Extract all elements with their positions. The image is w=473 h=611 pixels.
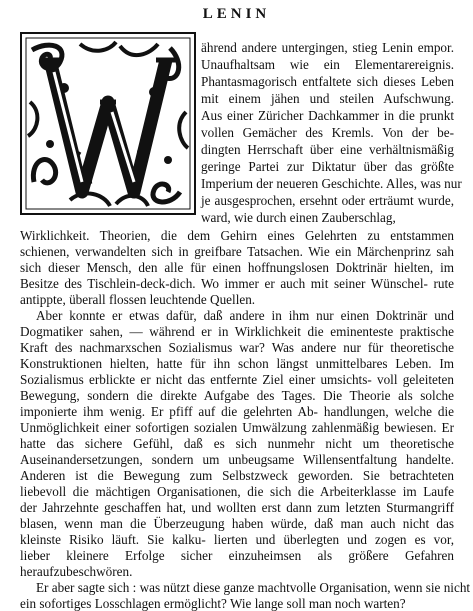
text-line: hatte das sichere Gefühl, daß es sich nunmehr nicht um theoretische (20, 436, 454, 451)
text-line: Unmöglichkeit einer sofortigen sozialen Umwälzung zahlenmäßig bewiesen. Er (20, 420, 454, 435)
text-line: Auseinandersetzungen, sondern um unbeugsame Willensentfaltung handelte. (20, 452, 454, 467)
text-line: je ausgesprochen, ersehnt oder erträumt wurde, (201, 193, 454, 208)
text-line: Besitze des Tischlein-deck-dich. Wo immer er auch mit seiner Wünschel- rute (20, 276, 454, 291)
text-line: Imperium der neueren Geschichte. Alles, was nur (201, 176, 462, 191)
text-line: Aus einer Züricher Dachkammer in die prunkt (201, 108, 454, 123)
text-line: vollen Gemächer des Kremls. Von der be- (201, 125, 454, 140)
text-line: Phantasmagorisch entfaltete sich dieses Leben (201, 74, 454, 89)
text-line: Anderen ist die Bewegung zum Selbstzweck geworden. Sie betrachteten (20, 468, 454, 483)
text-line: kleinste Risiko läuft. Sie kalku- lierten und überlegten und zogen es vor, (20, 532, 454, 547)
chapter-title: LENIN (202, 6, 271, 22)
text-line: Kraft des nachmarxschen Sozialismus war? Was andere nur für theoretische (20, 340, 454, 355)
text-line: geringe Partei zur Diktatur über das größte (201, 159, 454, 174)
text-line: liebevoll die mächtigen Organisationen, die sich die Arbeiterklasse im Laufe (20, 484, 454, 499)
paragraph-first-line: Aber konnte er etwas dafür, daß andere in ihm nur einen Doktrinär und (36, 308, 454, 323)
text-line: Wirklichkeit. Theorien, die dem Gehirn eines Gelehrten zu entstammen (20, 228, 454, 243)
text-line: blasen, wenn man die Überzeugung haben würde, daß man auch nicht das (20, 516, 454, 531)
text-line: antippte, überall flossen leuchtende Quellen. (20, 292, 256, 307)
text-line: der Jahrzehnte geschaffen hat, und wollten erst dann zum letzten Sturmangriff (20, 500, 454, 515)
paragraph-first-line: Er aber sagte sich : was nützt diese ganze machtvolle Organisation, wenn sie nicht (36, 580, 471, 595)
text-line: Bewegung, sondern die direkte Aufgabe des Tages. Die Theorie als solche (20, 388, 454, 403)
text-line: Konstruktionen hielten, hatte für ihn schon längst unmittelbares Leben. Im (20, 356, 454, 371)
text-line: imponierte ihm wenig. Er pfiff auf die gelehrten Ab- handlungen, welche die (20, 404, 454, 419)
text-line: Unaufhaltsam wie ein Elementarereignis. (201, 57, 454, 72)
text-line: sich dieser Mensch, den alle für einen hoffnungslosen Doktrinär hielten, im (20, 260, 454, 275)
text-line: ward, wie durch einen Zauberschlag, (201, 210, 396, 225)
text-line: mit einem jähen und steilen Aufschwung. (201, 91, 454, 106)
text-line: ein sofortiges Losschlagen ermöglicht? Wie lange soll man noch warten? (20, 596, 406, 611)
text-line: heraufzubeschwören. (20, 564, 133, 579)
text-line: Dogmatiker sahen, — während er in Wirklichkeit die eminenteste praktische (20, 324, 454, 339)
decorated-initial-w (20, 32, 196, 215)
text-line: lieber kleinere Erfolge sicher einzuheimsen als größere Gefahren (20, 548, 454, 563)
text-line: ährend andere untergingen, stieg Lenin empor. (201, 40, 454, 55)
text-line: dingten Herrschaft über eine verhältnismäßig (201, 142, 454, 157)
text-line: Sozialismus erblickte er nicht das entfernte Ziel einer umsichts- voll geleiteten (20, 372, 454, 387)
text-line: schienen, verwandelten sich in greifbare Tatsachen. Wie ein Märchenprinz sah (20, 244, 454, 259)
